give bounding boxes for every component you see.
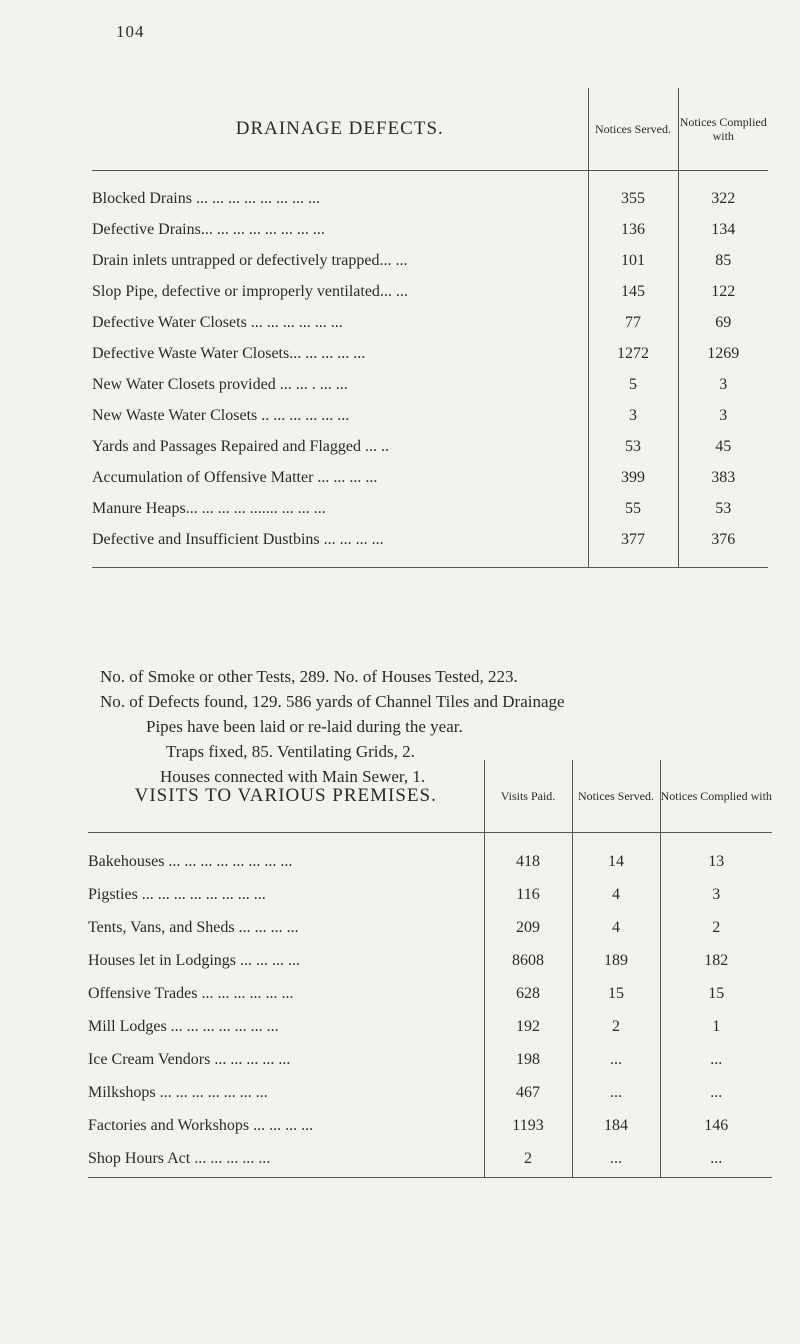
notices-served-value: 355 (588, 183, 678, 214)
table-row (92, 307, 768, 338)
visits-title: VISITS TO VARIOUS PREMISES. (88, 760, 484, 833)
notices-complied-value: 322 (678, 183, 768, 214)
col-visits-paid: Visits Paid. (484, 760, 572, 833)
row-label: Pigsties ... ... ... ... ... ... ... ... (88, 885, 266, 903)
row-label: Milkshops ... ... ... ... ... ... ... (88, 1083, 268, 1101)
table-row (88, 1010, 772, 1043)
notices-complied-value: ... (660, 1043, 772, 1076)
row-label: Defective and Insufficient Dustbins ... ... ... ... (92, 530, 384, 548)
visits-paid-value: 8608 (484, 944, 572, 977)
row-label: Slop Pipe, defective or improperly ventilated... ... (92, 282, 408, 300)
col-notices-served: Notices Served. (588, 88, 678, 171)
visits-premises-table (88, 760, 772, 1178)
row-label: Factories and Workshops ... ... ... ... (88, 1116, 314, 1134)
notices-complied-value: 15 (660, 977, 772, 1010)
table-row (92, 245, 768, 276)
notices-complied-value: 85 (678, 245, 768, 276)
notices-served-value: 145 (588, 276, 678, 307)
col-visits-notices-complied: Notices Complied with (660, 760, 772, 833)
row-label: Yards and Passages Repaired and Flagged ... .. (92, 437, 389, 455)
notices-served-value: 5 (588, 369, 678, 400)
visits-paid-value: 628 (484, 977, 572, 1010)
table-row (92, 214, 768, 245)
col-visits-notices-served: Notices Served. (572, 760, 660, 833)
table-row (88, 1142, 772, 1175)
notices-served-value: 77 (588, 307, 678, 338)
notices-complied-value: 1269 (678, 338, 768, 369)
notices-served-value: 2 (572, 1010, 660, 1043)
notices-complied-value: 134 (678, 214, 768, 245)
notices-served-value: 377 (588, 524, 678, 555)
row-label: New Water Closets provided ... ... . ... ... (92, 375, 348, 393)
table-row (88, 878, 772, 911)
notices-served-value: 14 (572, 845, 660, 878)
notices-complied-value: ... (660, 1142, 772, 1175)
notices-served-value: 101 (588, 245, 678, 276)
notices-complied-value: 3 (678, 400, 768, 431)
notices-complied-value: 53 (678, 493, 768, 524)
table-row (88, 1109, 772, 1142)
notices-complied-value: 182 (660, 944, 772, 977)
notices-served-value: 4 (572, 911, 660, 944)
visits-rows (88, 833, 772, 1178)
row-label: New Waste Water Closets .. ... ... ... ... ... (92, 406, 350, 424)
visits-paid-value: 467 (484, 1076, 572, 1109)
notices-complied-value: 69 (678, 307, 768, 338)
row-label: Defective Water Closets ... ... ... ... ... ... (92, 313, 343, 331)
notices-complied-value: 146 (660, 1109, 772, 1142)
col-notices-complied: Notices Complied with (678, 88, 768, 171)
table-row (88, 845, 772, 878)
table-row (92, 183, 768, 214)
visits-paid-value: 418 (484, 845, 572, 878)
table-row (88, 1043, 772, 1076)
notices-served-value: 184 (572, 1109, 660, 1142)
note-line: Traps fixed, 85. Ventilating Grids, 2. (166, 742, 415, 761)
drainage-rows (92, 171, 768, 568)
row-label: Tents, Vans, and Sheds ... ... ... ... (88, 918, 299, 936)
note-line: Pipes have been laid or re-laid during the year. (146, 717, 463, 736)
note-line: No. of Defects found, 129. 586 yards of Channel Tiles and Drainage (100, 692, 565, 711)
notices-served-value: ... (572, 1043, 660, 1076)
row-label: Drain inlets untrapped or defectively trapped... ... (92, 251, 408, 269)
note-line: No. of Smoke or other Tests, 289. No. of Houses Tested, 223. (100, 667, 518, 686)
notices-complied-value: 45 (678, 431, 768, 462)
table-row (92, 462, 768, 493)
drainage-title: DRAINAGE DEFECTS. (92, 88, 588, 171)
notices-served-value: ... (572, 1076, 660, 1109)
notices-served-value: ... (572, 1142, 660, 1175)
drainage-defects-table (92, 88, 768, 568)
notices-served-value: 15 (572, 977, 660, 1010)
visits-paid-value: 116 (484, 878, 572, 911)
notices-complied-value: 2 (660, 911, 772, 944)
table-row (92, 493, 768, 524)
notices-complied-value: 376 (678, 524, 768, 555)
notices-complied-value: 122 (678, 276, 768, 307)
notices-served-value: 189 (572, 944, 660, 977)
notices-served-value: 4 (572, 878, 660, 911)
row-label: Manure Heaps... ... ... ... ....... ... ... ... (92, 499, 326, 517)
notices-complied-value: 383 (678, 462, 768, 493)
table-row (92, 524, 768, 555)
table-row (92, 338, 768, 369)
notices-complied-value: ... (660, 1076, 772, 1109)
row-label: Bakehouses ... ... ... ... ... ... ... ... (88, 852, 293, 870)
row-label: Blocked Drains ... ... ... ... ... ... ... ... (92, 189, 320, 207)
table-row (92, 400, 768, 431)
row-label: Defective Drains... ... ... ... ... ... ... ... (92, 220, 325, 238)
notices-served-value: 399 (588, 462, 678, 493)
notices-complied-value: 13 (660, 845, 772, 878)
notices-served-value: 55 (588, 493, 678, 524)
notices-complied-value: 3 (660, 878, 772, 911)
table-row (92, 431, 768, 462)
table-row (88, 944, 772, 977)
visits-paid-value: 198 (484, 1043, 572, 1076)
table-row (92, 276, 768, 307)
visits-paid-value: 1193 (484, 1109, 572, 1142)
notices-served-value: 136 (588, 214, 678, 245)
row-label: Offensive Trades ... ... ... ... ... ... (88, 984, 294, 1002)
notices-served-value: 3 (588, 400, 678, 431)
row-label: Mill Lodges ... ... ... ... ... ... ... (88, 1017, 279, 1035)
page-number: 104 (116, 22, 145, 41)
note-line: Houses connected with Main Sewer, 1. (160, 767, 426, 786)
table-row (88, 911, 772, 944)
table-row (88, 977, 772, 1010)
visits-paid-value: 2 (484, 1142, 572, 1175)
row-label: Ice Cream Vendors ... ... ... ... ... (88, 1050, 291, 1068)
table-row (88, 1076, 772, 1109)
notices-complied-value: 3 (678, 369, 768, 400)
visits-paid-value: 209 (484, 911, 572, 944)
notices-complied-value: 1 (660, 1010, 772, 1043)
row-label: Accumulation of Offensive Matter ... ... ... ... (92, 468, 378, 486)
notices-served-value: 1272 (588, 338, 678, 369)
row-label: Defective Waste Water Closets... ... ... ... ... (92, 344, 366, 362)
table-row (92, 369, 768, 400)
visits-paid-value: 192 (484, 1010, 572, 1043)
notices-served-value: 53 (588, 431, 678, 462)
row-label: Houses let in Lodgings ... ... ... ... (88, 951, 300, 969)
row-label: Shop Hours Act ... ... ... ... ... (88, 1149, 271, 1167)
